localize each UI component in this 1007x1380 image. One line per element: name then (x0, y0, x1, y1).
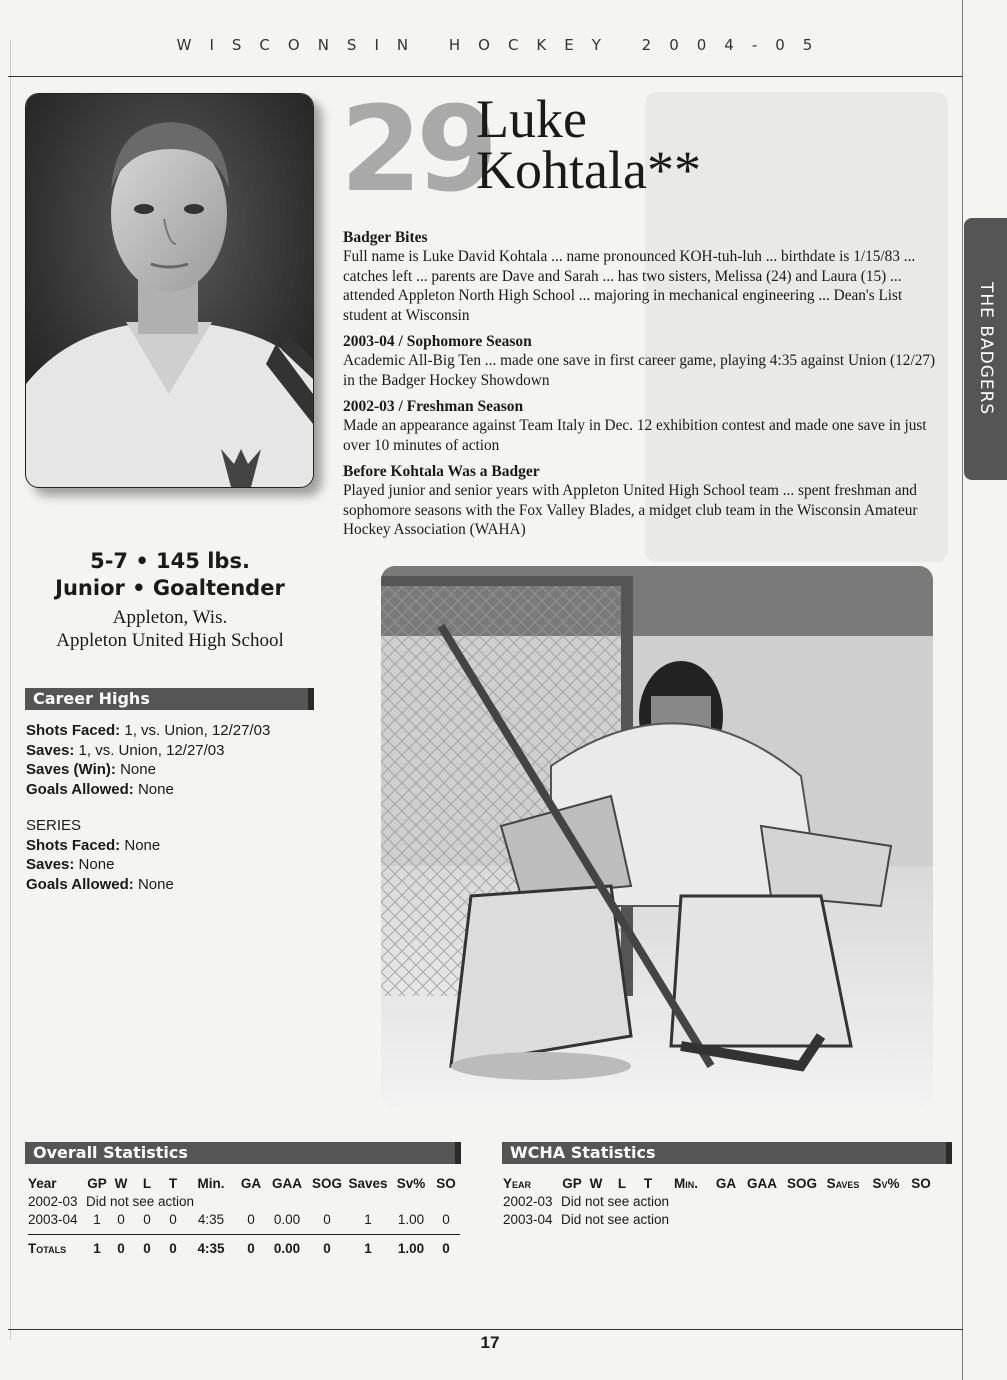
wcha-stats-header: WCHA Statistics (502, 1142, 952, 1164)
table-row (28, 1210, 460, 1228)
margin-rule (10, 40, 11, 1340)
row-year: 2002-03 (503, 1193, 553, 1209)
hometown-city: Appleton, Wis. (112, 607, 228, 628)
bio-text: Academic All-Big Ten ... made one save in first career game, playing 4:35 against Union (12/27) in the Badger Hockey Showdown (343, 352, 936, 389)
high-school: Appleton United High School (56, 630, 284, 651)
stat-cell: 0 (432, 1235, 460, 1262)
row-year: 2002-03 (28, 1193, 78, 1209)
column-header: SOG (786, 1175, 817, 1191)
bio-section (343, 463, 948, 540)
stat-cell: 1 (364, 1211, 372, 1227)
column-header: GA (715, 1175, 737, 1191)
bio-section (343, 229, 948, 325)
stat-cell: 0 (247, 1211, 255, 1227)
jersey-number: 29 (340, 80, 493, 218)
column-header: SOG (311, 1175, 342, 1191)
player-bio (343, 229, 948, 548)
page-number: 17 (480, 1333, 500, 1352)
series-highs-list (26, 816, 174, 894)
series-item: Saves: None (26, 856, 115, 873)
row-note: Did not see action (561, 1193, 670, 1209)
column-header: GP (562, 1175, 582, 1191)
footer-rule (8, 1329, 963, 1330)
stat-cell: 0 (323, 1211, 331, 1227)
stat-cell: 0 (236, 1235, 266, 1262)
table-row (28, 1192, 460, 1210)
stat-cell: 0.00 (266, 1235, 308, 1262)
player-class-position: Junior • Goaltender (55, 576, 285, 600)
column-header: GAA (747, 1175, 777, 1191)
column-header: Sv% (872, 1175, 900, 1191)
career-high-item: Saves (Win): None (26, 761, 156, 778)
bio-heading: 2003-04 / Sophomore Season (343, 333, 532, 350)
row-note: Did not see action (86, 1193, 195, 1209)
career-high-item: Saves: 1, vs. Union, 12/27/03 (26, 741, 225, 759)
player-size: 5-7 • 145 lbs. (90, 549, 250, 573)
bio-heading: Before Kohtala Was a Badger (343, 463, 540, 480)
action-photo (381, 566, 933, 1106)
stat-cell: 0 (160, 1235, 186, 1262)
column-header: Saves (826, 1175, 860, 1191)
column-header: GAA (272, 1175, 302, 1191)
stat-cell: 0 (134, 1235, 160, 1262)
bio-text: Made an appearance against Team Italy in Dec. 12 exhibition contest and made one save in just over 10 minutes of action (343, 417, 927, 454)
bio-text: Full name is Luke David Kohtala ... name pronounced KOH-tuh-luh ... birthdate is 1/15/83 ... catches left ... parents are Dave and Sarah ... has two sisters, Melissa (24) and Laura (15) ... attended Appleton North High School ... majoring in mechanical engineering ... Dean's List student at Wisconsin (343, 248, 916, 324)
stat-cell: 1 (346, 1235, 390, 1262)
column-header: SO (436, 1175, 456, 1191)
career-high-item: Shots Faced: 1, vs. Union, 12/27/03 (26, 722, 271, 739)
player-hometown (20, 606, 320, 652)
bio-section (343, 398, 948, 455)
career-high-item: Goals Allowed: None (26, 780, 174, 798)
column-header: Sv% (396, 1175, 426, 1191)
stat-cell: 4:35 (197, 1211, 225, 1227)
totals-label: Totals (28, 1235, 86, 1262)
stat-cell: 0 (108, 1235, 134, 1262)
series-item: Goals Allowed: None (26, 875, 174, 893)
column-header: GA (240, 1175, 262, 1191)
column-header: T (643, 1175, 653, 1191)
overall-stats-table (28, 1174, 460, 1261)
stat-cell: 1.00 (390, 1235, 432, 1262)
column-header: SO (911, 1175, 931, 1191)
row-year: 2003-04 (503, 1211, 553, 1227)
series-item: Shots Faced: None (26, 836, 161, 854)
column-header: L (617, 1175, 627, 1191)
series-title: SERIES (26, 817, 82, 834)
stat-cell: 1.00 (397, 1211, 425, 1227)
stat-cell: 0 (308, 1235, 346, 1262)
bio-heading: Badger Bites (343, 229, 428, 246)
bio-section (343, 333, 948, 390)
stat-cell: 0 (169, 1211, 177, 1227)
header-rule (8, 76, 963, 77)
stat-cell: 1 (93, 1211, 101, 1227)
row-year: 2003-04 (28, 1211, 78, 1227)
column-header: Year (503, 1175, 532, 1191)
stat-cell: 0 (143, 1211, 151, 1227)
column-header: Min. (674, 1175, 698, 1191)
column-header: Min. (197, 1175, 225, 1191)
column-header: Saves (348, 1175, 388, 1191)
running-header: WISCONSIN HOCKEY 2004-05 (176, 36, 831, 54)
column-header: L (142, 1175, 152, 1191)
table-header-row (28, 1174, 460, 1192)
bio-heading: 2002-03 / Freshman Season (343, 398, 524, 415)
column-header: T (168, 1175, 178, 1191)
overall-stats-header: Overall Statistics (25, 1142, 461, 1164)
table-row (503, 1210, 935, 1228)
section-tab-label: THE BADGERS (976, 282, 996, 416)
totals-row (28, 1235, 460, 1262)
table-row (503, 1192, 935, 1210)
column-header: GP (87, 1175, 107, 1191)
stat-cell: 4:35 (186, 1235, 236, 1262)
career-highs-header: Career Highs (25, 688, 314, 710)
bio-text: Played junior and senior years with Appleton United High School team ... spent freshman and sophomore seasons with the Fox Valley Blades, a midget club team in the Wisconsin Amateur Hockey Association (WAHA) (343, 482, 918, 538)
player-headshot (25, 93, 314, 488)
column-header: W (589, 1175, 603, 1191)
stat-cell: 0.00 (273, 1211, 301, 1227)
career-highs-list (26, 721, 270, 799)
stat-cell: 1 (86, 1235, 108, 1262)
stat-cell: 0 (442, 1211, 450, 1227)
player-first-name: Luke (476, 89, 587, 149)
column-header: Year (28, 1175, 57, 1191)
column-header: W (114, 1175, 128, 1191)
player-last-name: Kohtala** (476, 140, 701, 200)
stat-cell: 0 (117, 1211, 125, 1227)
wcha-stats-table (503, 1174, 935, 1228)
row-note: Did not see action (561, 1211, 670, 1227)
player-vitals (20, 548, 320, 602)
page-edge-rule (962, 0, 963, 1380)
table-header-row (503, 1174, 935, 1192)
